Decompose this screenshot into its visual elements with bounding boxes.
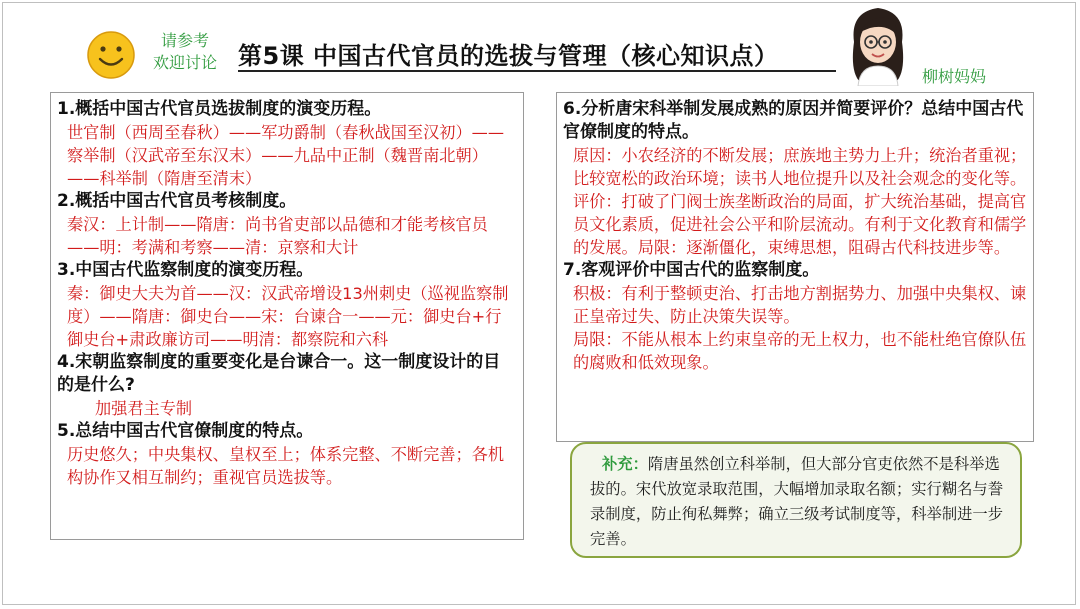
answer-3: 秦：御史大夫为首——汉：汉武帝增设13州刺史（巡视监察制度）——隋唐：御史台——宋：台谏合一——元：御史台+行御史台+肃政廉访司——明清：都察院和六科	[67, 284, 509, 349]
smiley-face-icon	[86, 30, 136, 80]
question-2: 2.概括中国古代官员考核制度。	[57, 191, 297, 211]
answer-6-evaluation: 评价：打破了门阀士族垄断政治的局面，扩大统治基础，提高官员文化素质，促进社会公平和阶层流动。有利于文化教育和儒学的发展。局限：逐渐僵化，束缚思想，阻碍古代科技进步等。	[573, 192, 1027, 257]
question-7: 7.客观评价中国古代的监察制度。	[563, 260, 820, 280]
page-title: 第5课 中国古代官员的选拔与管理（核心知识点）	[238, 42, 779, 70]
answer-7-limitation: 局限：不能从根本上约束皇帝的无上权力，也不能杜绝官僚队伍的腐败和低效现象。	[573, 330, 1027, 372]
title-underline	[238, 70, 836, 72]
question-4: 4.宋朝监察制度的重要变化是台谏合一。这一制度设计的目的是什么?	[57, 352, 501, 395]
question-5: 5.总结中国古代官僚制度的特点。	[57, 421, 314, 441]
girl-with-glasses-avatar	[846, 2, 910, 86]
right-panel	[556, 92, 1034, 442]
answer-4: 加强君主专制	[95, 399, 193, 418]
author-name: 柳树妈妈	[922, 67, 987, 86]
welcome-note	[142, 30, 228, 74]
question-6: 6.分析唐宋科举制发展成熟的原因并简要评价？总结中国古代官僚制度的特点。	[563, 99, 1024, 142]
question-3: 3.中国古代监察制度的演变历程。	[57, 260, 314, 280]
supplement-label: 补充：	[602, 455, 648, 473]
answer-6-reason: 原因：小农经济的不断发展；庶族地主势力上升；统治者重视；比较宽松的政治环境；读书人地位提升以及社会观念的变化等。	[573, 146, 1027, 188]
question-1: 1.概括中国古代官员选拔制度的演变历程。	[57, 99, 382, 119]
welcome-line-2: 欢迎讨论	[152, 53, 217, 72]
answer-1: 世官制（西周至春秋）——军功爵制（春秋战国至汉初）——察举制（汉武帝至东汉末）——九品中正制（魏晋南北朝）——科举制（隋唐至清末）	[67, 123, 505, 188]
answer-2: 秦汉：上计制——隋唐：尚书省吏部以品德和才能考核官员——明：考满和考察——清：京察和大计	[67, 215, 488, 257]
supplement-box	[570, 442, 1022, 558]
answer-7-positive: 积极：有利于整顿吏治、打击地方割据势力、加强中央集权、谏正皇帝过失、防止决策失误等。	[573, 284, 1027, 326]
answer-5: 历史悠久；中央集权、皇权至上；体系完整、不断完善；各机构协作又相互制约；重视官员选拔等。	[67, 445, 505, 487]
left-panel	[50, 92, 524, 540]
welcome-line-1: 请参考	[160, 31, 209, 50]
supplement-text: 隋唐虽然创立科举制，但大部分官吏依然不是科举选拔的。宋代放宽录取范围，大幅增加录取名额；实行糊名与誊录制度，防止徇私舞弊；确立三级考试制度等，科举制进一步完善。	[590, 455, 1004, 548]
